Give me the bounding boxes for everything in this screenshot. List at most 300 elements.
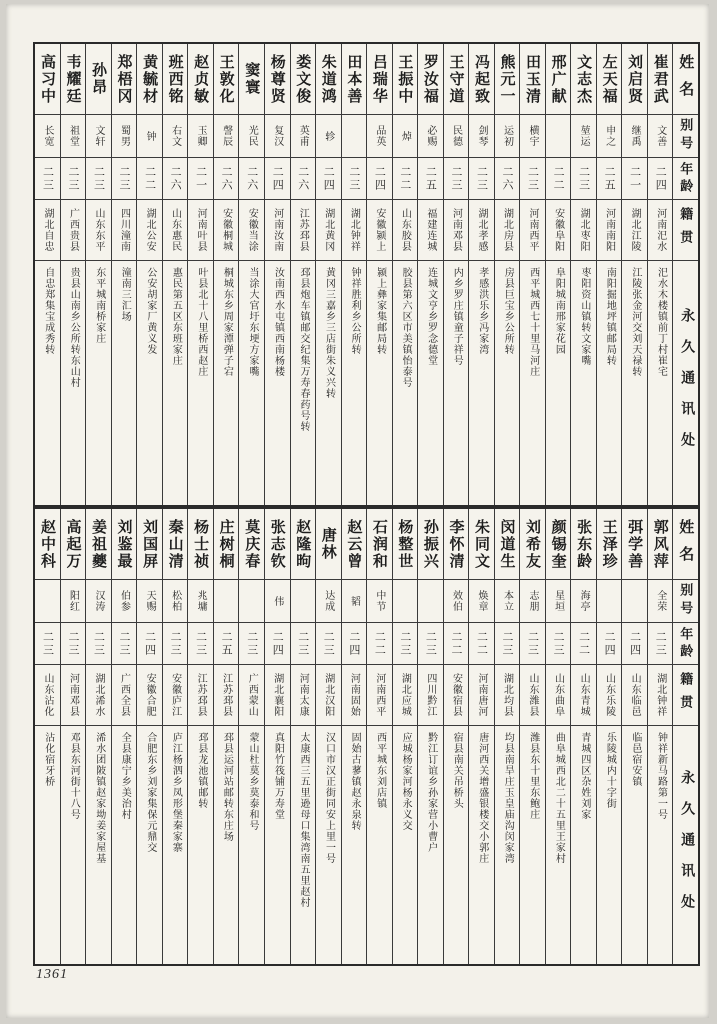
person-alias: 焕章 [469,579,494,622]
person-column [315,44,341,505]
person-alias: 继禹 [622,114,647,157]
person-age: 二六 [495,157,520,199]
person-native-place: 安徽宿县 [444,664,469,725]
person-native-place: 山东沾化 [35,664,60,725]
person-address: 唐河西关增盛银楼交小郭庄 [469,725,494,964]
person-column [136,509,162,964]
person-age: 二三 [163,622,188,664]
person-alias [546,114,571,157]
person-column [187,44,213,505]
person-column [443,509,469,964]
person-address: 叶县北十八里桥西赵庄 [188,260,213,505]
person-address: 西平城西七十里马河庄 [520,260,545,505]
person-alias [597,579,622,622]
person-age: 二三 [316,622,341,664]
table-header-column [672,44,698,505]
person-address: 钟祥胜利乡公所转 [342,260,367,505]
person-address: 潼南三汇场 [112,260,137,505]
person-column [85,509,111,964]
person-address: 南阳掘地坪镇邮局转 [597,260,622,505]
person-address: 沾化宿牙桥 [35,725,60,964]
person-alias: 达成 [316,579,341,622]
person-age: 二二 [137,157,162,199]
person-column [545,509,571,964]
person-address: 自忠郑集宝成秀转 [35,260,60,505]
person-name: 刘国屏 [141,518,158,570]
person-native-place: 湖北自忠 [35,199,60,260]
person-name: 杨士祯 [192,518,209,570]
person-alias: 运初 [495,114,520,157]
person-native-place: 安徽桐城 [214,199,239,260]
person-address: 东平城南桥家庄 [86,260,111,505]
person-name: 熊元一 [498,53,515,105]
person-age: 二三 [86,622,111,664]
person-name: 姜祖夔 [90,518,107,570]
person-address: 浠水团陂镇赵家坳姜家屋基 [86,725,111,964]
person-age: 二三 [520,157,545,199]
person-alias [622,579,647,622]
person-alias: 轸 [316,114,341,157]
person-native-place: 河南汜水 [648,199,673,260]
person-column [60,44,86,505]
person-alias: 文善 [648,114,673,157]
person-column [494,509,520,964]
person-alias: 全荣 [648,579,673,622]
person-name: 孙昂 [90,62,107,96]
person-native-place: 河南太康 [291,664,316,725]
person-name: 莫庆春 [243,518,260,570]
person-column [468,44,494,505]
person-alias: 祖堂 [61,114,86,157]
person-name: 郭风萍 [651,518,668,570]
person-address: 邳县运河站邮转东庄场 [214,725,239,964]
person-address: 汝南西水屯镇西南杨楼 [265,260,290,505]
person-age: 二四 [265,622,290,664]
person-name: 庄树桐 [217,518,234,570]
person-address: 颍上彝家集邮局转 [367,260,392,505]
person-age: 二六 [214,157,239,199]
person-alias: 必赐 [418,114,443,157]
person-column [60,509,86,964]
person-native-place: 安徽合肥 [137,664,162,725]
person-age: 二二 [571,622,596,664]
person-age: 二二 [546,157,571,199]
person-name: 弭学善 [626,518,643,570]
person-age: 二三 [35,157,60,199]
person-name: 王守道 [447,53,464,105]
person-native-place: 四川潼南 [112,199,137,260]
person-alias: 阳红 [61,579,86,622]
person-address: 胶县第六区市美镇怡泰号 [393,260,418,505]
person-native-place: 山东胶县 [393,199,418,260]
header-alias: 别号 [673,579,698,622]
person-name: 石润和 [370,518,387,570]
person-alias: 汉涛 [86,579,111,622]
person-native-place: 湖北均县 [495,664,520,725]
person-name: 朱道鸿 [319,53,336,105]
person-age: 二三 [239,622,264,664]
person-name: 班西铭 [166,53,183,105]
person-name: 高习中 [38,53,55,105]
person-age: 二四 [597,622,622,664]
person-column [392,509,418,964]
person-name: 赵云曾 [345,518,362,570]
person-name: 王泽珍 [600,518,617,570]
person-alias: 玉卿 [188,114,213,157]
person-age: 二三 [291,622,316,664]
person-column [162,44,188,505]
person-column [290,44,316,505]
person-name: 刘启贤 [626,53,643,105]
person-age: 二三 [61,157,86,199]
person-address: 桐城东乡周家潭弹子宕 [214,260,239,505]
header-address: 永久通讯处 [673,260,698,505]
person-address: 全县康宁乡美治村 [112,725,137,964]
person-column [111,509,137,964]
person-column [187,509,213,964]
person-name: 唐林 [319,527,336,561]
person-address: 阜阳城南邢家花园 [546,260,571,505]
person-name: 刘鉴最 [115,518,132,570]
person-alias [35,579,60,622]
person-column [341,44,367,505]
person-native-place: 山东曲阜 [546,664,571,725]
person-native-place: 江苏邳县 [291,199,316,260]
page-number: 1361 [36,967,68,982]
person-native-place: 河南汝南 [265,199,290,260]
person-column [417,44,443,505]
person-alias: 堃运 [571,114,596,157]
person-column [264,44,290,505]
person-age: 二三 [112,157,137,199]
person-address: 庐江杨泗乡凤形堡秦家寨 [163,725,188,964]
person-age: 二五 [418,157,443,199]
person-native-place: 四川黔江 [418,664,443,725]
person-alias: 松柏 [163,579,188,622]
person-column [35,509,60,964]
person-column [238,509,264,964]
person-native-place: 湖北汉阳 [316,664,341,725]
person-alias: 志朋 [520,579,545,622]
person-name: 朱同文 [472,518,489,570]
header-native-place: 籍贯 [673,664,698,725]
person-name: 张东龄 [575,518,592,570]
person-name: 赵贞敏 [192,53,209,105]
person-native-place: 河南叶县 [188,199,213,260]
person-native-place: 安徽庐江 [163,664,188,725]
directory-table-bottom [33,507,700,966]
person-column [213,509,239,964]
person-address: 黔江订谊乡孙家营小曹户 [418,725,443,964]
person-alias: 钟 [137,114,162,157]
person-native-place: 河南唐河 [469,664,494,725]
scanned-page [6,4,709,1018]
person-alias: 兆墉 [188,579,213,622]
person-column [35,44,60,505]
person-native-place: 湖北公安 [137,199,162,260]
person-native-place: 湖北枣阳 [571,199,596,260]
person-column [621,44,647,505]
person-alias: 申之 [597,114,622,157]
person-native-place: 广西全县 [112,664,137,725]
person-age: 二二 [469,622,494,664]
person-name: 赵隆昫 [294,518,311,570]
person-address: 合肥东乡刘家集保元鼎交 [137,725,162,964]
person-address: 均县南旱庄玉皇庙沟闵家湾 [495,725,520,964]
person-column [315,509,341,964]
person-address: 蒙山杜莫乡莫泰和号 [239,725,264,964]
person-native-place: 山东青城 [571,664,596,725]
person-age: 二三 [35,622,60,664]
person-age: 二二 [393,157,418,199]
person-column [596,44,622,505]
person-address: 孝感洪乐乡冯家湾 [469,260,494,505]
person-native-place: 山东乐陵 [597,664,622,725]
person-name: 孙振兴 [421,518,438,570]
person-name: 邢广献 [549,53,566,105]
person-age: 二三 [444,157,469,199]
person-column [392,44,418,505]
person-name: 秦山清 [166,518,183,570]
person-column [366,509,392,964]
person-column [111,44,137,505]
person-column [570,509,596,964]
person-native-place: 山东潍县 [520,664,545,725]
person-native-place: 江苏邳县 [214,664,239,725]
person-column [519,44,545,505]
person-native-place: 河南南阳 [597,199,622,260]
person-alias [239,579,264,622]
person-address: 真阳竹筏铺万寿堂 [265,725,290,964]
person-address: 临邑宿安镇 [622,725,647,964]
person-address: 汉口市汉正街同安上里一号 [316,725,341,964]
person-native-place: 河南邓县 [444,199,469,260]
person-column [213,44,239,505]
person-native-place: 湖北浠水 [86,664,111,725]
person-alias: 中节 [367,579,392,622]
person-column [621,509,647,964]
header-age: 年龄 [673,622,698,664]
person-age: 二三 [86,157,111,199]
person-column [596,509,622,964]
person-alias: 光民 [239,114,264,157]
person-age: 二四 [316,157,341,199]
person-alias: 蜀男 [112,114,137,157]
person-name: 王振中 [396,53,413,105]
person-name: 王敦化 [217,53,234,105]
person-alias: 复汉 [265,114,290,157]
person-column [494,44,520,505]
person-alias: 剑琴 [469,114,494,157]
person-address: 内乡罗庄镇童子祥号 [444,260,469,505]
person-address: 潍县东十里东鲍庄 [520,725,545,964]
person-native-place: 广西蒙山 [239,664,264,725]
person-alias: 天赐 [137,579,162,622]
person-column [290,509,316,964]
person-age: 二三 [112,622,137,664]
person-native-place: 湖北房县 [495,199,520,260]
person-name: 文志杰 [575,53,592,105]
person-age: 二三 [546,622,571,664]
person-address: 公安胡家厂黄义发 [137,260,162,505]
person-alias [393,579,418,622]
person-native-place: 福建连城 [418,199,443,260]
person-name: 冯起致 [472,53,489,105]
person-name: 左天福 [600,53,617,105]
person-age: 二二 [367,622,392,664]
person-alias: 英甫 [291,114,316,157]
person-column [238,44,264,505]
person-name: 刘希友 [524,518,541,570]
person-name: 吕瑞华 [370,53,387,105]
person-column [519,509,545,964]
person-address: 汜水木楼镇前丁村崔宅 [648,260,673,505]
person-address: 固始古蓼镇赵永泉转 [342,725,367,964]
person-address: 黄冈三嘉乡三店街朱义兴转 [316,260,341,505]
person-name: 杨整世 [396,518,413,570]
person-address: 房县巨宝乡公所转 [495,260,520,505]
person-age: 二四 [648,157,673,199]
person-age: 二三 [495,622,520,664]
person-column [468,509,494,964]
person-native-place: 山东临邑 [622,664,647,725]
person-name: 张志钦 [268,518,285,570]
person-name: 李怀清 [447,518,464,570]
person-age: 二四 [137,622,162,664]
person-alias [418,579,443,622]
person-age: 二三 [61,622,86,664]
person-address: 西平城东刘店镇 [367,725,392,964]
person-native-place: 湖北襄阳 [265,664,290,725]
person-name: 田玉清 [524,53,541,105]
person-address: 乐陵城内十字街 [597,725,622,964]
person-column [417,509,443,964]
person-age: 二三 [469,157,494,199]
person-age: 二三 [571,157,596,199]
header-address: 永久通讯处 [673,725,698,964]
person-age: 二四 [622,622,647,664]
person-alias: 横宇 [520,114,545,157]
person-alias: 謦辰 [214,114,239,157]
person-column [162,509,188,964]
person-native-place: 湖北钟祥 [648,664,673,725]
person-age: 二五 [597,157,622,199]
person-alias: 韬 [342,579,367,622]
person-column [264,509,290,964]
header-alias: 别号 [673,114,698,157]
person-address: 惠民第五区东班家庄 [163,260,188,505]
person-alias: 伯参 [112,579,137,622]
person-native-place: 湖北孝感 [469,199,494,260]
person-alias: 文轩 [86,114,111,157]
person-age: 二一 [188,157,213,199]
person-native-place: 安徽阜阳 [546,199,571,260]
person-native-place: 安徽颍上 [367,199,392,260]
person-column [341,509,367,964]
person-age: 二四 [342,622,367,664]
person-address: 江陵张金河交刘天禄转 [622,260,647,505]
person-name: 窦寰 [243,62,260,96]
person-native-place: 广西贵县 [61,199,86,260]
person-address: 枣阳资山镇转文家嘴 [571,260,596,505]
person-alias: 效伯 [444,579,469,622]
person-column [545,44,571,505]
person-column [136,44,162,505]
person-age: 二三 [418,622,443,664]
person-name: 田本善 [345,53,362,105]
person-native-place: 河南西平 [520,199,545,260]
table-header-column [672,509,698,964]
person-name: 韦耀廷 [64,53,81,105]
person-alias: 伟 [265,579,290,622]
person-alias: 右文 [163,114,188,157]
person-address: 曲阜城西北二十五里王家村 [546,725,571,964]
person-address: 宿县南关吊桥头 [444,725,469,964]
person-column [570,44,596,505]
person-address: 邳县炮车镇邮交纪集万寿春药号转 [291,260,316,505]
person-alias [342,114,367,157]
person-age: 二三 [342,157,367,199]
person-address: 应城杨家河杨永义交 [393,725,418,964]
person-address: 太康西三五里逊母口集湾南五里赵村 [291,725,316,964]
person-native-place: 湖北应城 [393,664,418,725]
person-age: 二三 [520,622,545,664]
person-alias [291,579,316,622]
person-name: 颜锡奎 [549,518,566,570]
person-age: 二六 [239,157,264,199]
person-name: 闵道生 [498,518,515,570]
person-name: 崔君武 [651,53,668,105]
person-age: 二三 [648,622,673,664]
person-address: 邓县东河街十八号 [61,725,86,964]
person-native-place: 河南固始 [342,664,367,725]
person-name: 郑梧冈 [115,53,132,105]
header-name: 姓名 [677,519,694,573]
person-native-place: 山东东平 [86,199,111,260]
person-native-place: 湖北钟祥 [342,199,367,260]
person-alias: 民德 [444,114,469,157]
person-name: 娄文俊 [294,53,311,105]
person-address: 当涂大官圩东埂方家嘴 [239,260,264,505]
person-native-place: 河南邓县 [61,664,86,725]
person-age: 二四 [265,157,290,199]
person-age: 二四 [367,157,392,199]
person-age: 二一 [622,157,647,199]
person-column [443,44,469,505]
person-age: 二三 [393,622,418,664]
person-age: 二六 [163,157,188,199]
person-native-place: 湖北黄冈 [316,199,341,260]
person-native-place: 河南西平 [367,664,392,725]
person-alias: 焯 [393,114,418,157]
person-column [366,44,392,505]
person-alias: 本立 [495,579,520,622]
person-address: 连城文亨乡罗念德堂 [418,260,443,505]
person-age: 二六 [291,157,316,199]
person-alias: 长宽 [35,114,60,157]
header-native-place: 籍贯 [673,199,698,260]
person-name: 赵中科 [38,518,55,570]
person-name: 高起万 [64,518,81,570]
person-name: 杨尊贤 [268,53,285,105]
person-native-place: 江苏邳县 [188,664,213,725]
person-address: 贵县山南乡公所转东山村 [61,260,86,505]
person-alias [214,579,239,622]
person-column [85,44,111,505]
person-native-place: 安徽当涂 [239,199,264,260]
person-address: 钟祥新马路第一号 [648,725,673,964]
person-age: 二二 [444,622,469,664]
